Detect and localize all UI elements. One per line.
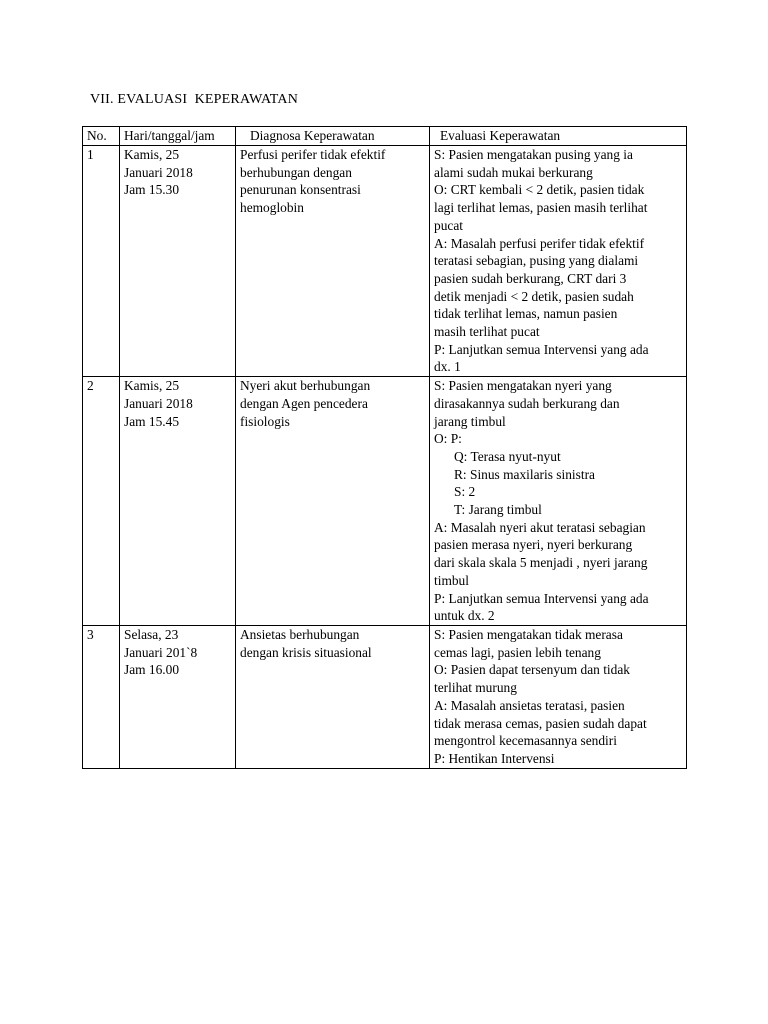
evaluation-line: untuk dx. 2	[434, 608, 495, 624]
evaluation-line: pasien sudah berkurang, CRT dari 3	[434, 270, 627, 286]
header-diagnosis: Diagnosa Keperawatan	[236, 127, 430, 146]
diagnosis-line: Ansietas berhubungan	[240, 626, 360, 642]
evaluation-line: pasien merasa nyeri, nyeri berkurang	[434, 537, 633, 553]
evaluation-line: terlihat murung	[434, 680, 517, 696]
evaluation-line: detik menjadi < 2 detik, pasien sudah	[434, 288, 634, 304]
evaluation-line: S: 2	[454, 484, 476, 500]
day-line: Selasa, 23	[124, 626, 179, 642]
evaluation-line: mengontrol kecemasannya sendiri	[434, 733, 617, 749]
evaluation-line: cemas lagi, pasien lebih tenang	[434, 644, 601, 660]
row-number: 1	[83, 146, 120, 377]
evaluation-line: jarang timbul	[434, 413, 506, 429]
evaluation-line: masih terlihat pucat	[434, 324, 540, 340]
day-line: Kamis, 25	[124, 378, 180, 394]
table-row	[83, 146, 687, 377]
evaluation-line: pucat	[434, 217, 463, 233]
evaluation-line: Q: Terasa nyut-nyut	[454, 448, 561, 464]
diagnosis-line: dengan Agen pencedera	[240, 395, 368, 411]
evaluation-line: O: Pasien dapat tersenyum dan tidak	[434, 662, 630, 678]
header-evaluation: Evaluasi Keperawatan	[430, 127, 687, 146]
day-line: Jam 15.30	[124, 182, 180, 198]
diagnosis-cell	[236, 146, 430, 377]
evaluation-line: A: Masalah perfusi perifer tidak efektif	[434, 235, 645, 251]
evaluation-line: T: Jarang timbul	[454, 502, 542, 518]
diagnosis-cell	[236, 377, 430, 626]
evaluation-line: S: Pasien mengatakan nyeri yang	[434, 378, 612, 394]
evaluation-table	[82, 126, 687, 769]
day-cell	[120, 377, 236, 626]
evaluation-line: dx. 1	[434, 359, 461, 375]
diagnosis-line: dengan krisis situasional	[240, 644, 372, 660]
evaluation-line: teratasi sebagian, pusing yang dialami	[434, 253, 639, 269]
evaluation-line: timbul	[434, 572, 469, 588]
evaluation-line: tidak merasa cemas, pasien sudah dapat	[434, 715, 647, 731]
diagnosis-line: hemoglobin	[240, 200, 304, 216]
diagnosis-line: Perfusi perifer tidak efektif	[240, 147, 386, 162]
row-number: 3	[83, 625, 120, 768]
evaluation-line: O: P:	[434, 431, 462, 447]
diagnosis-line: fisiologis	[240, 413, 290, 429]
diagnosis-line: berhubungan dengan	[240, 164, 352, 180]
evaluation-line: S: Pasien mengatakan pusing yang ia	[434, 147, 633, 162]
evaluation-cell	[430, 377, 687, 626]
day-cell	[120, 146, 236, 377]
diagnosis-line: Nyeri akut berhubungan	[240, 378, 371, 394]
day-line: Januari 2018	[124, 164, 193, 180]
evaluation-line: P: Lanjutkan semua Intervensi yang ada	[434, 341, 649, 357]
evaluation-line: alami sudah mukai berkurang	[434, 164, 593, 180]
evaluation-line: dirasakannya sudah berkurang dan	[434, 395, 620, 411]
evaluation-line: dari skala skala 5 menjadi , nyeri jarang	[434, 555, 648, 571]
evaluation-line: tidak terlihat lemas, namun pasien	[434, 306, 618, 322]
table-row	[83, 625, 687, 768]
evaluation-cell	[430, 625, 687, 768]
evaluation-line: S: Pasien mengatakan tidak merasa	[434, 626, 623, 642]
evaluation-cell	[430, 146, 687, 377]
evaluation-line: A: Masalah ansietas teratasi, pasien	[434, 697, 625, 713]
header-day: Hari/tanggal/jam	[120, 127, 236, 146]
table-row	[83, 377, 687, 626]
day-line: Januari 201`8	[124, 644, 198, 660]
evaluation-line: P: Lanjutkan semua Intervensi yang ada	[434, 590, 649, 606]
day-line: Kamis, 25	[124, 147, 180, 162]
section-title: VII. EVALUASI KEPERAWATAN	[90, 92, 299, 107]
evaluation-line: O: CRT kembali < 2 detik, pasien tidak	[434, 182, 645, 198]
diagnosis-line: penurunan konsentrasi	[240, 182, 361, 198]
evaluation-line: lagi terlihat lemas, pasien masih terlihat	[434, 200, 648, 216]
day-line: Jam 16.00	[124, 662, 180, 678]
day-cell	[120, 625, 236, 768]
day-line: Januari 2018	[124, 395, 193, 411]
day-line: Jam 15.45	[124, 413, 180, 429]
header-no: No.	[83, 127, 120, 146]
evaluation-line: P: Hentikan Intervensi	[434, 750, 555, 766]
row-number: 2	[83, 377, 120, 626]
header-row	[83, 127, 687, 146]
diagnosis-cell	[236, 625, 430, 768]
evaluation-line: R: Sinus maxilaris sinistra	[454, 466, 595, 482]
evaluation-line: A: Masalah nyeri akut teratasi sebagian	[434, 519, 646, 535]
